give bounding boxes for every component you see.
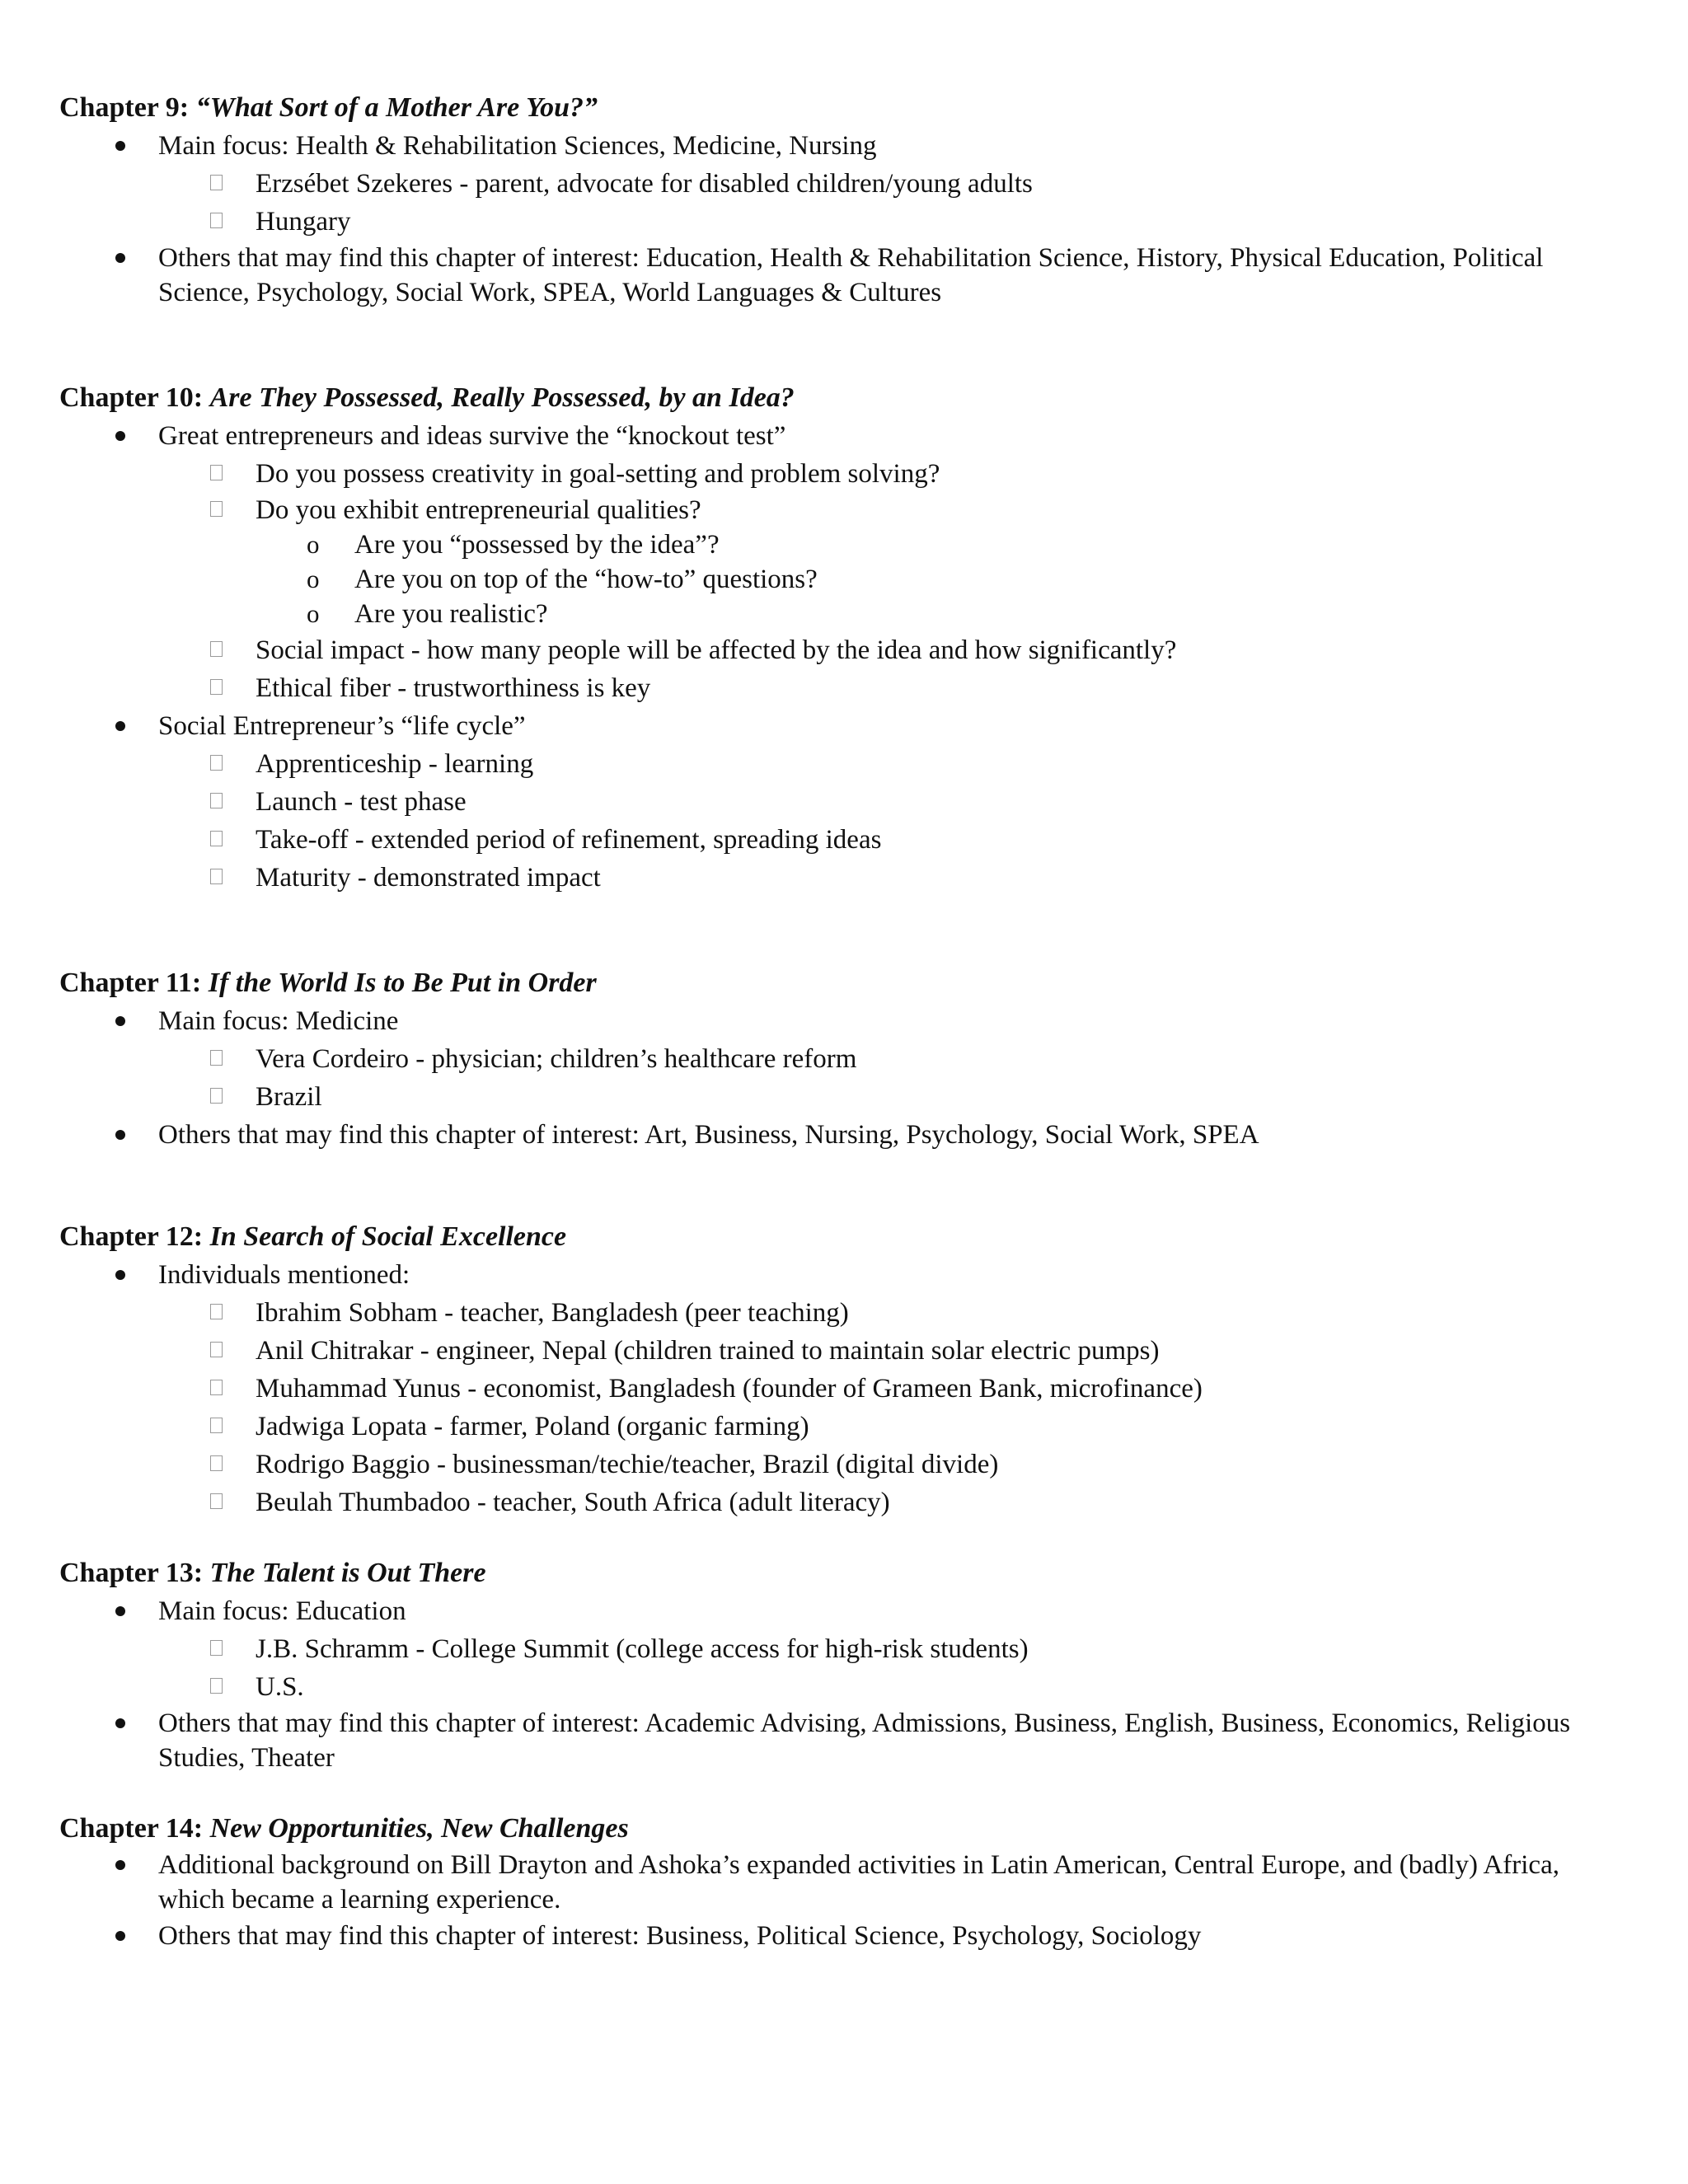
checkbox-square-icon: [210, 465, 223, 480]
bullet-item: [59, 417, 1625, 455]
checkbox-square-icon: [210, 1418, 223, 1433]
bullet-item: [59, 241, 1625, 310]
sub-item: [59, 669, 1625, 707]
checkbox-square-icon: [210, 1050, 223, 1066]
bullet-icon: [115, 1606, 125, 1616]
sub-item-text: Brazil: [256, 1082, 322, 1112]
sub-item: [59, 859, 1625, 897]
sub-item: [59, 1332, 1625, 1370]
chapter-title: Are They Possessed, Really Possessed, by an Idea?: [209, 382, 795, 413]
chapter-title: “What Sort of a Mother Are You?”: [195, 92, 598, 123]
sub-sub-item: [59, 527, 1625, 562]
sub-item: [59, 455, 1625, 493]
sub-item: [59, 1668, 1625, 1706]
sub-sub-item: [59, 597, 1625, 631]
bullet-item: [59, 1848, 1625, 1917]
sub-item: [59, 1078, 1625, 1116]
chapter-10: [59, 379, 1625, 897]
sub-item-text: Ethical fiber - trustworthiness is key: [256, 673, 651, 703]
bullet-text: Main focus: Education: [158, 1596, 406, 1626]
checkbox-square-icon: [210, 641, 223, 657]
checkbox-square-icon: [210, 1493, 223, 1509]
chapter-number: Chapter 12:: [59, 1221, 204, 1252]
sub-item: [59, 165, 1625, 203]
checkbox-square-icon: [210, 1304, 223, 1319]
checkbox-square-icon: [210, 679, 223, 695]
sub-item-text: Vera Cordeiro - physician; children’s healthcare reform: [256, 1044, 857, 1074]
checkbox-square-icon: [210, 213, 223, 228]
hollow-circle-icon: o: [307, 530, 320, 559]
sub-item-text: J.B. Schramm - College Summit (college access for high-risk students): [256, 1634, 1029, 1664]
sub-item: [59, 631, 1625, 669]
chapter-number: Chapter 14:: [59, 1813, 204, 1844]
chapter-number: Chapter 11:: [59, 968, 202, 998]
checkbox-square-icon: [210, 755, 223, 771]
bullet-icon: [115, 253, 125, 263]
checkbox-square-icon: [210, 1640, 223, 1656]
bullet-item: [59, 707, 1625, 745]
sub-item: [59, 1446, 1625, 1483]
sub-item-text: Erzsébet Szekeres - parent, advocate for disabled children/young adults: [256, 169, 1033, 199]
sub-item-text: Beulah Thumbadoo - teacher, South Africa (adult literacy): [256, 1488, 890, 1517]
chapter-13: [59, 1554, 1625, 1775]
bullet-item: [59, 127, 1625, 165]
chapter-title: In Search of Social Excellence: [209, 1221, 567, 1252]
sub-item-text: Rodrigo Baggio - businessman/techie/teacher, Brazil (digital divide): [256, 1450, 999, 1479]
bullet-text: Great entrepreneurs and ideas survive the “knockout test”: [158, 421, 786, 451]
chapter-number: Chapter 9:: [59, 92, 190, 123]
chapter-heading: [59, 89, 1625, 127]
bullet-icon: [115, 1718, 125, 1728]
sub-item: [59, 1040, 1625, 1078]
sub-item-text: Jadwiga Lopata - farmer, Poland (organic farming): [256, 1412, 809, 1441]
checkbox-square-icon: [210, 1455, 223, 1471]
chapter-heading: [59, 964, 1625, 1002]
sub-item: [59, 493, 1625, 527]
hollow-circle-icon: o: [307, 565, 320, 593]
chapter-title: New Opportunities, New Challenges: [209, 1813, 629, 1844]
bullet-text: Main focus: Medicine: [158, 1006, 399, 1036]
checkbox-square-icon: [210, 1678, 223, 1694]
chapter-heading: [59, 379, 1625, 417]
chapter-title: If the World Is to Be Put in Order: [208, 968, 597, 998]
sub-item: [59, 1370, 1625, 1408]
sub-sub-item-text: Are you on top of the “how-to” questions?: [354, 565, 818, 594]
bullet-text: Others that may find this chapter of interest: Business, Political Science, Psychology, Sociology: [158, 1921, 1202, 1951]
chapter-12: [59, 1218, 1625, 1521]
sub-item: [59, 203, 1625, 241]
sub-item: [59, 745, 1625, 783]
bullet-text: Main focus: Health & Rehabilitation Sciences, Medicine, Nursing: [158, 131, 877, 161]
bullet-item: [59, 1116, 1625, 1154]
sub-item-text: Apprenticeship - learning: [256, 749, 534, 779]
bullet-icon: [115, 721, 125, 731]
checkbox-square-icon: [210, 1380, 223, 1395]
sub-item-text: U.S.: [256, 1672, 304, 1702]
bullet-text: Additional background on Bill Drayton and Ashoka’s expanded activities in Latin American, Central Europe, and (badly) Africa, which became a learning experience.: [158, 1850, 1559, 1915]
chapter-number: Chapter 10:: [59, 382, 204, 413]
sub-item-text: Hungary: [256, 207, 351, 237]
sub-item: [59, 1408, 1625, 1446]
sub-item: [59, 783, 1625, 821]
sub-item: [59, 1483, 1625, 1521]
chapter-11: [59, 964, 1625, 1154]
checkbox-square-icon: [210, 831, 223, 846]
chapter-heading: [59, 1218, 1625, 1256]
chapter-heading: [59, 1554, 1625, 1592]
checkbox-square-icon: [210, 869, 223, 884]
bullet-item: [59, 1002, 1625, 1040]
bullet-text: Others that may find this chapter of interest: Art, Business, Nursing, Psychology, Social Work, SPEA: [158, 1120, 1259, 1150]
checkbox-square-icon: [210, 175, 223, 190]
checkbox-square-icon: [210, 793, 223, 808]
chapter-9: [59, 89, 1625, 310]
bullet-text: Social Entrepreneur’s “life cycle”: [158, 711, 526, 741]
sub-item-text: Muhammad Yunus - economist, Bangladesh (founder of Grameen Bank, microfinance): [256, 1374, 1203, 1404]
checkbox-square-icon: [210, 501, 223, 517]
chapter-heading: [59, 1810, 1625, 1848]
chapter-number: Chapter 13:: [59, 1558, 204, 1588]
chapter-14: [59, 1810, 1625, 1955]
bullet-icon: [115, 1270, 125, 1280]
sub-sub-item: [59, 562, 1625, 597]
sub-item: [59, 1630, 1625, 1668]
sub-item-text: Maturity - demonstrated impact: [256, 863, 601, 893]
sub-item: [59, 821, 1625, 859]
bullet-icon: [115, 1016, 125, 1026]
sub-item-text: Social impact - how many people will be affected by the idea and how significantly?: [256, 635, 1177, 665]
sub-item-text: Launch - test phase: [256, 787, 467, 817]
sub-item-text: Ibrahim Sobham - teacher, Bangladesh (peer teaching): [256, 1298, 849, 1328]
checkbox-square-icon: [210, 1342, 223, 1357]
sub-item-text: Anil Chitrakar - engineer, Nepal (children trained to maintain solar electric pumps): [256, 1336, 1160, 1366]
hollow-circle-icon: o: [307, 599, 320, 628]
bullet-icon: [115, 1931, 125, 1941]
bullet-text: Others that may find this chapter of interest: Academic Advising, Admissions, Business, English, Business, Economics, Religious Studies, Theater: [158, 1708, 1571, 1773]
bullet-text: Others that may find this chapter of interest: Education, Health & Rehabilitation Science, History, Physical Education, Political Science, Psychology, Social Work, SPEA, World Languages & Cultures: [158, 243, 1544, 307]
bullet-item: [59, 1256, 1625, 1294]
bullet-icon: [115, 431, 125, 441]
sub-item-text: Do you exhibit entrepreneurial qualities?: [256, 495, 701, 525]
bullet-icon: [115, 1130, 125, 1140]
bullet-icon: [115, 141, 125, 151]
chapter-title: The Talent is Out There: [209, 1558, 486, 1588]
sub-item-text: Do you possess creativity in goal-setting and problem solving?: [256, 459, 940, 489]
bullet-item: [59, 1917, 1625, 1955]
bullet-icon: [115, 1860, 125, 1870]
bullet-item: [59, 1706, 1625, 1775]
bullet-text: Individuals mentioned:: [158, 1260, 410, 1290]
sub-item-text: Take-off - extended period of refinement, spreading ideas: [256, 825, 882, 855]
sub-item: [59, 1294, 1625, 1332]
sub-sub-item-text: Are you realistic?: [354, 599, 548, 629]
bullet-item: [59, 1592, 1625, 1630]
checkbox-square-icon: [210, 1088, 223, 1104]
sub-sub-item-text: Are you “possessed by the idea”?: [354, 530, 720, 560]
